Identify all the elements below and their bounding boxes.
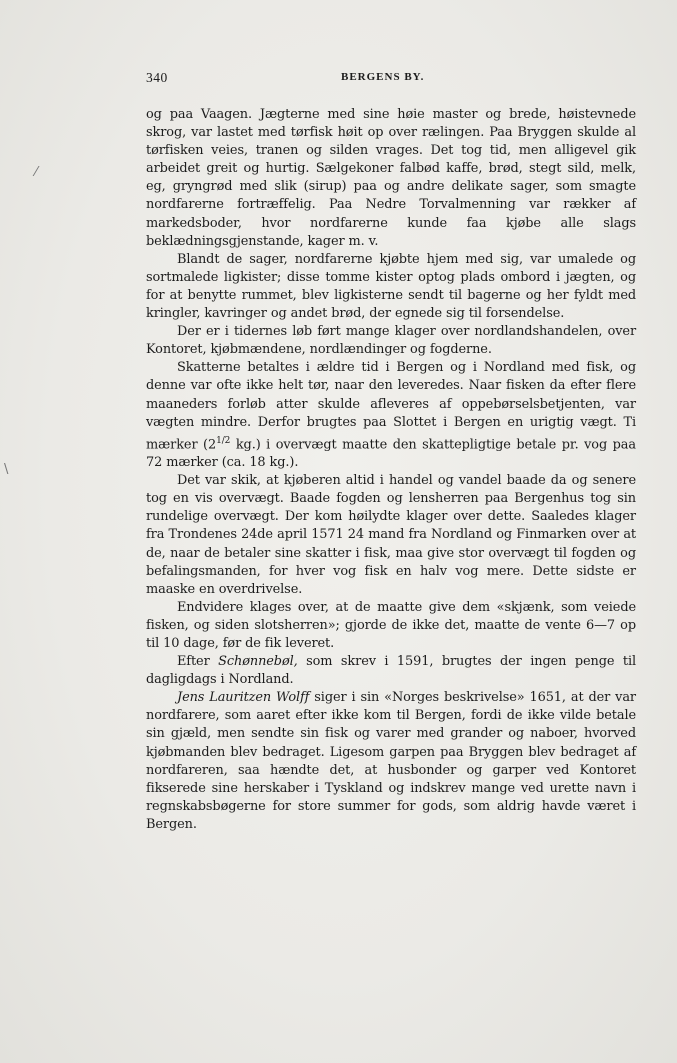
paragraph: og paa Vaagen. Jægterne med sine høie master og brede, høistevnede skrog, var lastet med tørfisk høit op over rælingen. Paa Bryggen skulde al tørfisken veies, tranen og silden vrages. Det tog tid, men alligevel gik arbeidet greit og hurtig. Sælgekoner falbød kaffe, brød, stegt sild, melk, eg, gryngrød med slik (sirup) paa og andre delikate sager, som smagte nordfarerne fortræffelig. Paa Nedre Torvalmenning var rækker af markedsboder, hvor nordfarerne kunde faa kjøbe alle slags beklædningsgjenstande, kager m. v. [146, 107, 636, 249]
paragraph: Det var skik, at kjøberen altid i handel og vandel baade da og senere tog en vis overvægt. Baade fogden og lensherren paa Bergenhus tog sin rundelige overvægt. Der kom høilydte klager over dette. Saaledes klager fra Trondenes 24de april 1571 24 mand fra Nordland og Finmarken over at de, naar de betaler sine skatter i fisk, maa give stor overvægt til fogden og befalingsmanden, for hver vog fisk en halv vog mere. Dette sidste er maaske en overdrivelse. [146, 473, 636, 597]
margin-mark: \ [4, 462, 9, 477]
fraction: 1/2 [216, 435, 231, 446]
paragraph: Der er i tidernes løb ført mange klager over nordlandshandelen, over Kontoret, kjøbmændene, nordlændinger og fogderne. [146, 324, 636, 358]
italic-name: Jens Lauritzen Wolff [177, 690, 310, 706]
italic-name: Schønnebøl, [218, 654, 298, 670]
margin-mark: ⁄ [35, 165, 38, 180]
paragraph-text: Skatterne betaltes i ældre tid i Bergen og i Nordland med fisk, og denne var ofte ikke helt tør, naar den leveredes. Naar fisken da efter flere maaneders forløb atter skulde afleveres af oppebørselsbetjenten, var vægten mindre. Derfor brugtes paa Slottet i Bergen en urigtig vægt. Ti mærker (2 [146, 360, 636, 452]
paragraph-text: siger i sin «Norges beskrivelse» 1651, at der var nordfarere, som aaret efter ikke kom til Bergen, fordi de ikke vilde betale sin gjæld, men sendte sin fisk og varer med grander og naboer, hvorved kjøbmanden blev bedraget. Ligesom garpen paa Bryggen blev bedraget af nordfareren, saa hændte det, at husbonder og garper ved Kontoret fikserede sine herskaber i Tyskland og indskrev mange ved urette navn i regnskabsbøgerne for store summer for gods, som aldrig havde været i Bergen. [146, 690, 636, 832]
page-header [146, 70, 636, 88]
paragraph: Endvidere klages over, at de maatte give dem «skjænk, som veiede fisken, og siden slotsherren»; gjorde de ikke det, maatte de vente 6—7 op til 10 dage, før de fik leveret. [146, 599, 636, 652]
running-title: BERGENS BY. [341, 71, 425, 83]
paragraph-text: kg.) i overvægt maatte den skattepligtige betale pr. vog paa 72 mærker (ca. 18 kg.). [146, 436, 636, 471]
paragraph-text: Efter [177, 654, 219, 670]
paragraph [146, 359, 636, 472]
paragraph-text: som skrev i 1591, brugtes der ingen penge til dagligdags i Nordland. [146, 654, 637, 688]
paragraph [146, 689, 636, 834]
page-number: 340 [146, 70, 168, 85]
body-text [146, 106, 636, 834]
paragraph: Blandt de sager, nordfarerne kjøbte hjem med sig, var umalede og sortmalede ligkister; disse tomme kister optog plads ombord i jægten, og for at benytte rummet, blev ligkisterne sendt til bagerne og her fyldt med kringler, kavringer og andet brød, der egnede sig til forsendelse. [146, 251, 636, 322]
paragraph [146, 653, 636, 689]
